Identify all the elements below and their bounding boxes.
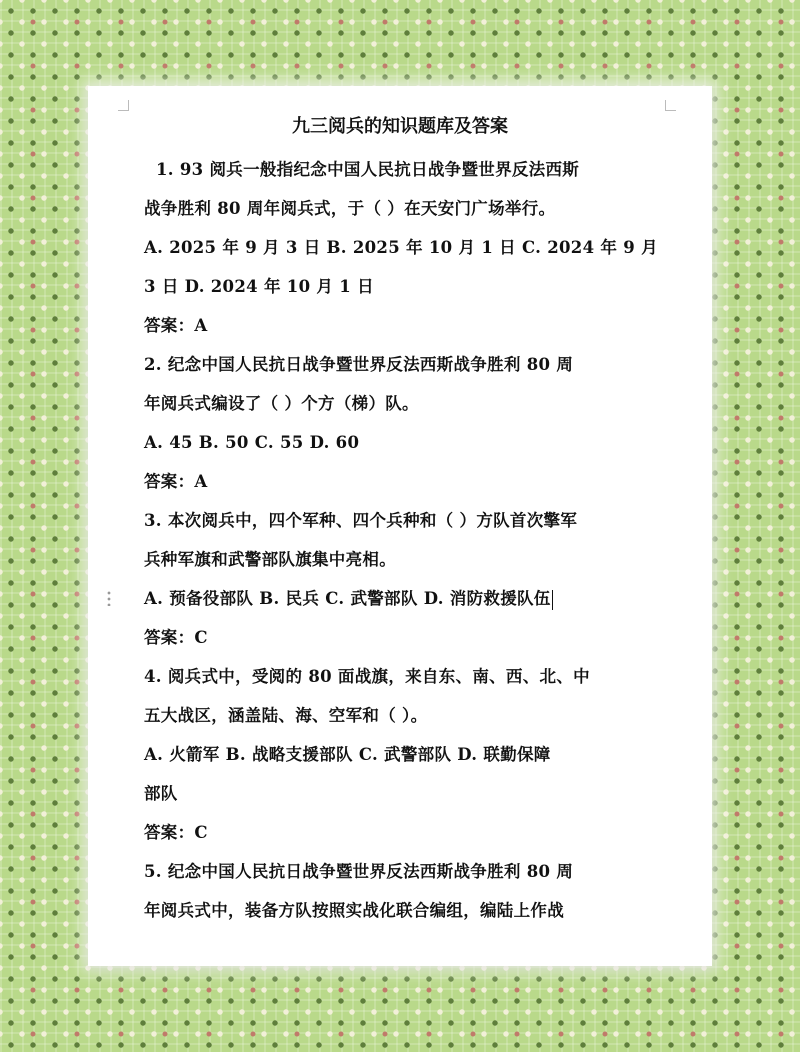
question-2-options: A. 45 B. 50 C. 55 D. 60 [144, 433, 360, 452]
question-2-line-1: 2. 纪念中国人民抗日战争暨世界反法西斯战争胜利 80 周 [144, 355, 574, 374]
question-5-line-1: 5. 纪念中国人民抗日战争暨世界反法西斯战争胜利 80 周 [144, 862, 574, 881]
question-3-answer: 答案：C [144, 628, 208, 647]
question-4-line-1: 4. 阅兵式中，受阅的 80 面战旗，来自东、南、西、北、中 [144, 667, 590, 686]
question-1-line-2: 战争胜利 80 周年阅兵式，于（ ）在天安门广场举行。 [144, 199, 556, 218]
text-cursor [552, 590, 553, 610]
drag-handle-icon[interactable] [106, 590, 112, 606]
question-1-line-1: 1. 93 阅兵一般指纪念中国人民抗日战争暨世界反法西斯 [156, 160, 580, 179]
document-body[interactable] [144, 150, 674, 930]
question-4-answer: 答案：C [144, 823, 208, 842]
question-5-line-2: 年阅兵式中，装备方队按照实战化联合编组，编陆上作战 [144, 901, 564, 920]
document-page [88, 86, 712, 966]
question-4-options-line-1: A. 火箭军 B. 战略支援部队 C. 武警部队 D. 联勤保障 [144, 745, 551, 764]
question-1-options-line-2: 3 日 D. 2024 年 10 月 1 日 [144, 277, 374, 296]
question-2-answer: 答案：A [144, 472, 208, 491]
question-2-line-2: 年阅兵式编设了（ ）个方（梯）队。 [144, 394, 419, 413]
page-corner-mark [665, 100, 676, 111]
page-corner-mark [118, 100, 129, 111]
question-1-answer: 答案：A [144, 316, 208, 335]
document-title: 九三阅兵的知识题库及答案 [292, 116, 508, 137]
question-3-options-text: A. 预备役部队 B. 民兵 C. 武警部队 D. 消防救援队伍 [144, 589, 551, 608]
question-3-line-2: 兵种军旗和武警部队旗集中亮相。 [144, 550, 396, 569]
question-4-options-line-2: 部队 [144, 784, 178, 803]
question-3-line-1: 3. 本次阅兵中，四个军种、四个兵种和（ ）方队首次擎军 [144, 511, 578, 530]
question-1-options-line-1: A. 2025 年 9 月 3 日 B. 2025 年 10 月 1 日 C. 2024 年 9 月 [144, 238, 658, 257]
question-4-line-2: 五大战区，涵盖陆、海、空军和（ ）。 [144, 706, 428, 725]
question-3-options[interactable] [144, 579, 674, 618]
